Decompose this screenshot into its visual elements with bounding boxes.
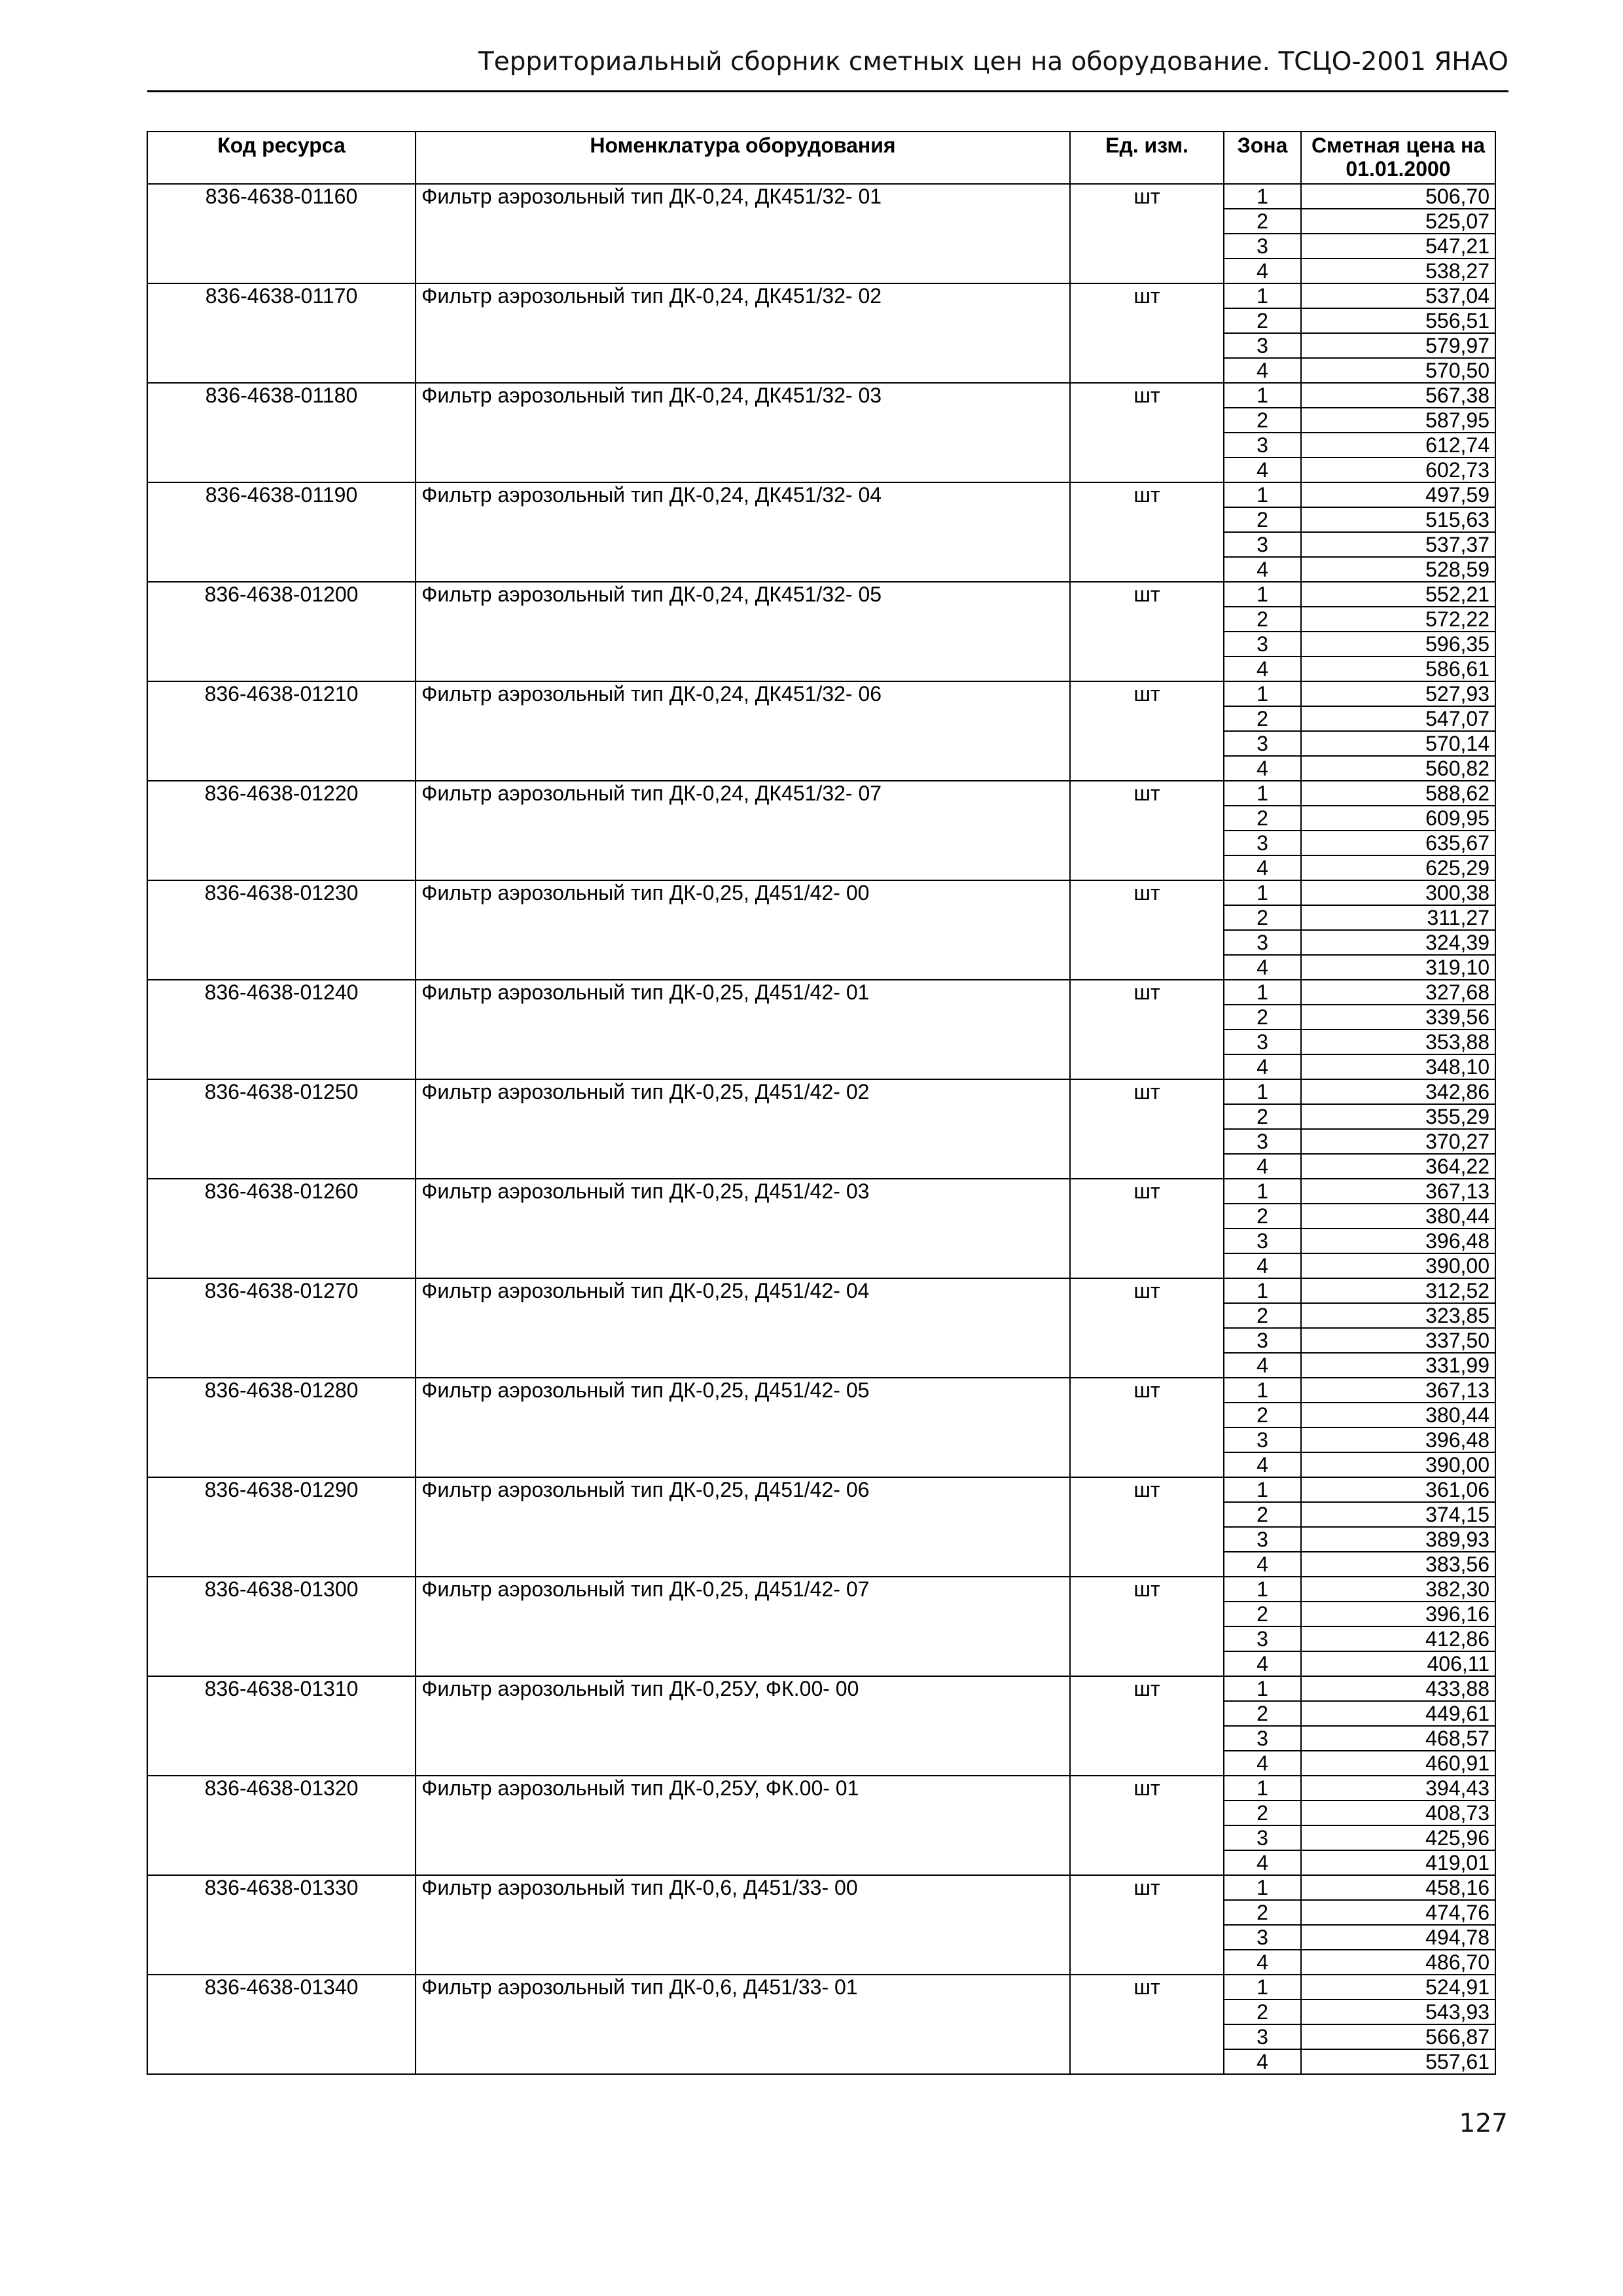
- zone-cell: 3: [1224, 1229, 1301, 1253]
- table-row: [147, 1776, 1495, 1801]
- price-cell: 625,29: [1301, 855, 1495, 880]
- resource-code-cell: 836-4638-01230: [147, 880, 416, 980]
- table-row: [147, 1577, 1495, 1602]
- zone-cell: 1: [1224, 1875, 1301, 1900]
- zone-cell: 3: [1224, 1030, 1301, 1054]
- resource-code-cell: 836-4638-01340: [147, 1975, 416, 2074]
- unit-cell: шт: [1070, 582, 1224, 681]
- zone-cell: 4: [1224, 1651, 1301, 1676]
- zone-cell: 3: [1224, 1427, 1301, 1452]
- zone-cell: 1: [1224, 482, 1301, 507]
- table-row: [147, 1676, 1495, 1701]
- unit-cell: шт: [1070, 383, 1224, 482]
- price-cell: 419,01: [1301, 1850, 1495, 1875]
- price-cell: 396,48: [1301, 1427, 1495, 1452]
- price-cell: 560,82: [1301, 756, 1495, 781]
- zone-cell: 3: [1224, 1527, 1301, 1552]
- price-cell: 468,57: [1301, 1726, 1495, 1751]
- zone-cell: 4: [1224, 557, 1301, 582]
- price-cell: 527,93: [1301, 681, 1495, 706]
- zone-cell: 3: [1224, 433, 1301, 457]
- equipment-name-cell: Фильтр аэрозольный тип ДК-0,25У, ФК.00- 00: [416, 1676, 1070, 1776]
- zone-cell: 1: [1224, 1477, 1301, 1502]
- price-cell: 323,85: [1301, 1303, 1495, 1328]
- resource-code-cell: 836-4638-01310: [147, 1676, 416, 1776]
- unit-cell: шт: [1070, 1676, 1224, 1776]
- resource-code-cell: 836-4638-01170: [147, 283, 416, 383]
- zone-cell: 3: [1224, 1726, 1301, 1751]
- column-header-unit: Ед. изм.: [1070, 132, 1224, 184]
- price-cell: 612,74: [1301, 433, 1495, 457]
- unit-cell: шт: [1070, 1079, 1224, 1179]
- zone-cell: 2: [1224, 408, 1301, 433]
- unit-cell: шт: [1070, 1378, 1224, 1477]
- table-row: [147, 1378, 1495, 1403]
- price-cell: 557,61: [1301, 2049, 1495, 2074]
- zone-cell: 2: [1224, 507, 1301, 532]
- price-cell: 552,21: [1301, 582, 1495, 607]
- unit-cell: шт: [1070, 980, 1224, 1079]
- resource-code-cell: 836-4638-01260: [147, 1179, 416, 1278]
- price-cell: 319,10: [1301, 955, 1495, 980]
- price-cell: 380,44: [1301, 1204, 1495, 1229]
- table-row: [147, 980, 1495, 1005]
- resource-code-cell: 836-4638-01300: [147, 1577, 416, 1676]
- column-header-zone: Зона: [1224, 132, 1301, 184]
- price-cell: 353,88: [1301, 1030, 1495, 1054]
- zone-cell: 3: [1224, 1626, 1301, 1651]
- unit-cell: шт: [1070, 1875, 1224, 1975]
- price-cell: 570,14: [1301, 731, 1495, 756]
- table-row: [147, 1975, 1495, 2000]
- price-cell: 543,93: [1301, 2000, 1495, 2024]
- zone-cell: 2: [1224, 1900, 1301, 1925]
- resource-code-cell: 836-4638-01200: [147, 582, 416, 681]
- price-cell: 556,51: [1301, 308, 1495, 333]
- equipment-name-cell: Фильтр аэрозольный тип ДК-0,24, ДК451/32- 06: [416, 681, 1070, 781]
- zone-cell: 4: [1224, 457, 1301, 482]
- zone-cell: 2: [1224, 1204, 1301, 1229]
- equipment-name-cell: Фильтр аэрозольный тип ДК-0,25, Д451/42- 03: [416, 1179, 1070, 1278]
- equipment-name-cell: Фильтр аэрозольный тип ДК-0,25, Д451/42- 02: [416, 1079, 1070, 1179]
- page-number: 127: [1459, 2109, 1508, 2138]
- zone-cell: 4: [1224, 1154, 1301, 1179]
- table-row: [147, 1875, 1495, 1900]
- table-row: [147, 283, 1495, 308]
- zone-cell: 1: [1224, 1079, 1301, 1104]
- zone-cell: 3: [1224, 2024, 1301, 2049]
- price-cell: 537,04: [1301, 283, 1495, 308]
- equipment-name-cell: Фильтр аэрозольный тип ДК-0,24, ДК451/32- 04: [416, 482, 1070, 582]
- price-cell: 458,16: [1301, 1875, 1495, 1900]
- page-title: Территориальный сборник сметных цен на оборудование. ТСЦО-2001 ЯНАО: [478, 47, 1508, 77]
- zone-cell: 1: [1224, 283, 1301, 308]
- table-row: [147, 582, 1495, 607]
- price-cell: 547,21: [1301, 234, 1495, 259]
- equipment-name-cell: Фильтр аэрозольный тип ДК-0,25, Д451/42- 05: [416, 1378, 1070, 1477]
- zone-cell: 1: [1224, 781, 1301, 806]
- column-header-name: Номенклатура оборудования: [416, 132, 1070, 184]
- equipment-name-cell: Фильтр аэрозольный тип ДК-0,25У, ФК.00- 01: [416, 1776, 1070, 1875]
- price-cell: 364,22: [1301, 1154, 1495, 1179]
- equipment-name-cell: Фильтр аэрозольный тип ДК-0,24, ДК451/32- 05: [416, 582, 1070, 681]
- price-cell: 396,16: [1301, 1602, 1495, 1626]
- price-cell: 524,91: [1301, 1975, 1495, 2000]
- price-cell: 361,06: [1301, 1477, 1495, 1502]
- equipment-name-cell: Фильтр аэрозольный тип ДК-0,25, Д451/42- 07: [416, 1577, 1070, 1676]
- unit-cell: шт: [1070, 781, 1224, 880]
- zone-cell: 3: [1224, 1129, 1301, 1154]
- price-cell: 515,63: [1301, 507, 1495, 532]
- price-cell: 433,88: [1301, 1676, 1495, 1701]
- unit-cell: шт: [1070, 1179, 1224, 1278]
- table-row: [147, 781, 1495, 806]
- price-cell: 602,73: [1301, 457, 1495, 482]
- equipment-name-cell: Фильтр аэрозольный тип ДК-0,25, Д451/42- 01: [416, 980, 1070, 1079]
- price-cell: 331,99: [1301, 1353, 1495, 1378]
- price-cell: 570,50: [1301, 358, 1495, 383]
- price-cell: 324,39: [1301, 930, 1495, 955]
- price-cell: 596,35: [1301, 632, 1495, 656]
- equipment-name-cell: Фильтр аэрозольный тип ДК-0,24, ДК451/32- 01: [416, 184, 1070, 283]
- zone-cell: 4: [1224, 1253, 1301, 1278]
- price-cell: 348,10: [1301, 1054, 1495, 1079]
- zone-cell: 1: [1224, 582, 1301, 607]
- unit-cell: шт: [1070, 1278, 1224, 1378]
- zone-cell: 2: [1224, 806, 1301, 831]
- price-cell: 312,52: [1301, 1278, 1495, 1303]
- table-row: [147, 880, 1495, 905]
- zone-cell: 1: [1224, 1278, 1301, 1303]
- price-cell: 342,86: [1301, 1079, 1495, 1104]
- zone-cell: 3: [1224, 831, 1301, 855]
- price-cell: 355,29: [1301, 1104, 1495, 1129]
- equipment-name-cell: Фильтр аэрозольный тип ДК-0,24, ДК451/32- 03: [416, 383, 1070, 482]
- price-cell: 587,95: [1301, 408, 1495, 433]
- zone-cell: 1: [1224, 1577, 1301, 1602]
- price-cell: 474,76: [1301, 1900, 1495, 1925]
- price-cell: 425,96: [1301, 1825, 1495, 1850]
- zone-cell: 2: [1224, 1801, 1301, 1825]
- table-row: [147, 1079, 1495, 1104]
- price-cell: 566,87: [1301, 2024, 1495, 2049]
- price-cell: 486,70: [1301, 1950, 1495, 1975]
- price-cell: 339,56: [1301, 1005, 1495, 1030]
- table-row: [147, 482, 1495, 507]
- zone-cell: 2: [1224, 607, 1301, 632]
- price-cell: 380,44: [1301, 1403, 1495, 1427]
- zone-cell: 4: [1224, 1552, 1301, 1577]
- zone-cell: 4: [1224, 756, 1301, 781]
- table-row: [147, 184, 1495, 209]
- resource-code-cell: 836-4638-01270: [147, 1278, 416, 1378]
- price-cell: 337,50: [1301, 1328, 1495, 1353]
- price-cell: 572,22: [1301, 607, 1495, 632]
- unit-cell: шт: [1070, 283, 1224, 383]
- zone-cell: 4: [1224, 855, 1301, 880]
- resource-code-cell: 836-4638-01220: [147, 781, 416, 880]
- resource-code-cell: 836-4638-01290: [147, 1477, 416, 1577]
- zone-cell: 1: [1224, 1975, 1301, 2000]
- price-cell: 449,61: [1301, 1701, 1495, 1726]
- zone-cell: 2: [1224, 209, 1301, 234]
- price-cell: 588,62: [1301, 781, 1495, 806]
- price-cell: 525,07: [1301, 209, 1495, 234]
- price-cell: 390,00: [1301, 1253, 1495, 1278]
- zone-cell: 4: [1224, 1452, 1301, 1477]
- zone-cell: 1: [1224, 980, 1301, 1005]
- zone-cell: 3: [1224, 731, 1301, 756]
- resource-code-cell: 836-4638-01240: [147, 980, 416, 1079]
- resource-code-cell: 836-4638-01180: [147, 383, 416, 482]
- zone-cell: 3: [1224, 234, 1301, 259]
- zone-cell: 2: [1224, 706, 1301, 731]
- zone-cell: 2: [1224, 1303, 1301, 1328]
- zone-cell: 4: [1224, 358, 1301, 383]
- table-row: [147, 1278, 1495, 1303]
- unit-cell: шт: [1070, 184, 1224, 283]
- zone-cell: 4: [1224, 1950, 1301, 1975]
- price-cell: 537,37: [1301, 532, 1495, 557]
- table-row: [147, 681, 1495, 706]
- table-row: [147, 1179, 1495, 1204]
- price-cell: 547,07: [1301, 706, 1495, 731]
- equipment-name-cell: Фильтр аэрозольный тип ДК-0,6, Д451/33- 01: [416, 1975, 1070, 2074]
- zone-cell: 1: [1224, 1776, 1301, 1801]
- zone-cell: 4: [1224, 1353, 1301, 1378]
- price-cell: 538,27: [1301, 259, 1495, 283]
- table-header-row: [147, 132, 1495, 184]
- resource-code-cell: 836-4638-01190: [147, 482, 416, 582]
- zone-cell: 3: [1224, 1825, 1301, 1850]
- price-cell: 394,43: [1301, 1776, 1495, 1801]
- price-cell: 390,00: [1301, 1452, 1495, 1477]
- zone-cell: 3: [1224, 930, 1301, 955]
- zone-cell: 3: [1224, 532, 1301, 557]
- zone-cell: 2: [1224, 1403, 1301, 1427]
- table-body: [147, 184, 1495, 2074]
- price-cell: 412,86: [1301, 1626, 1495, 1651]
- column-header-price: Сметная цена на 01.01.2000: [1301, 132, 1495, 184]
- zone-cell: 3: [1224, 1925, 1301, 1950]
- zone-cell: 4: [1224, 259, 1301, 283]
- resource-code-cell: 836-4638-01280: [147, 1378, 416, 1477]
- equipment-name-cell: Фильтр аэрозольный тип ДК-0,25, Д451/42- 06: [416, 1477, 1070, 1577]
- price-cell: 389,93: [1301, 1527, 1495, 1552]
- table-row: [147, 1477, 1495, 1502]
- zone-cell: 4: [1224, 656, 1301, 681]
- resource-code-cell: 836-4638-01330: [147, 1875, 416, 1975]
- zone-cell: 2: [1224, 1104, 1301, 1129]
- price-cell: 635,67: [1301, 831, 1495, 855]
- zone-cell: 2: [1224, 2000, 1301, 2024]
- price-cell: 506,70: [1301, 184, 1495, 209]
- resource-code-cell: 836-4638-01250: [147, 1079, 416, 1179]
- zone-cell: 3: [1224, 632, 1301, 656]
- unit-cell: шт: [1070, 1975, 1224, 2074]
- table-row: [147, 383, 1495, 408]
- zone-cell: 2: [1224, 1502, 1301, 1527]
- zone-cell: 1: [1224, 1676, 1301, 1701]
- price-cell: 300,38: [1301, 880, 1495, 905]
- price-cell: 374,15: [1301, 1502, 1495, 1527]
- price-cell: 327,68: [1301, 980, 1495, 1005]
- zone-cell: 4: [1224, 955, 1301, 980]
- unit-cell: шт: [1070, 482, 1224, 582]
- resource-code-cell: 836-4638-01210: [147, 681, 416, 781]
- price-cell: 382,30: [1301, 1577, 1495, 1602]
- zone-cell: 3: [1224, 333, 1301, 358]
- price-cell: 586,61: [1301, 656, 1495, 681]
- price-cell: 497,59: [1301, 482, 1495, 507]
- resource-code-cell: 836-4638-01160: [147, 184, 416, 283]
- price-cell: 383,56: [1301, 1552, 1495, 1577]
- price-cell: 406,11: [1301, 1651, 1495, 1676]
- price-cell: 528,59: [1301, 557, 1495, 582]
- zone-cell: 1: [1224, 383, 1301, 408]
- price-cell: 367,13: [1301, 1179, 1495, 1204]
- resource-code-cell: 836-4638-01320: [147, 1776, 416, 1875]
- zone-cell: 2: [1224, 308, 1301, 333]
- unit-cell: шт: [1070, 1477, 1224, 1577]
- zone-cell: 2: [1224, 1602, 1301, 1626]
- price-cell: 494,78: [1301, 1925, 1495, 1950]
- unit-cell: шт: [1070, 1776, 1224, 1875]
- price-cell: 579,97: [1301, 333, 1495, 358]
- zone-cell: 2: [1224, 905, 1301, 930]
- equipment-name-cell: Фильтр аэрозольный тип ДК-0,24, ДК451/32- 02: [416, 283, 1070, 383]
- zone-cell: 4: [1224, 2049, 1301, 2074]
- price-cell: 311,27: [1301, 905, 1495, 930]
- price-cell: 567,38: [1301, 383, 1495, 408]
- unit-cell: шт: [1070, 681, 1224, 781]
- price-cell: 367,13: [1301, 1378, 1495, 1403]
- equipment-name-cell: Фильтр аэрозольный тип ДК-0,25, Д451/42- 04: [416, 1278, 1070, 1378]
- equipment-name-cell: Фильтр аэрозольный тип ДК-0,24, ДК451/32- 07: [416, 781, 1070, 880]
- zone-cell: 4: [1224, 1850, 1301, 1875]
- page-header: [147, 46, 1508, 92]
- zone-cell: 4: [1224, 1054, 1301, 1079]
- unit-cell: шт: [1070, 1577, 1224, 1676]
- unit-cell: шт: [1070, 880, 1224, 980]
- price-table: [147, 131, 1496, 2075]
- zone-cell: 3: [1224, 1328, 1301, 1353]
- zone-cell: 1: [1224, 880, 1301, 905]
- equipment-name-cell: Фильтр аэрозольный тип ДК-0,25, Д451/42- 00: [416, 880, 1070, 980]
- equipment-name-cell: Фильтр аэрозольный тип ДК-0,6, Д451/33- 00: [416, 1875, 1070, 1975]
- zone-cell: 4: [1224, 1751, 1301, 1776]
- price-cell: 609,95: [1301, 806, 1495, 831]
- zone-cell: 1: [1224, 1179, 1301, 1204]
- zone-cell: 2: [1224, 1701, 1301, 1726]
- zone-cell: 1: [1224, 681, 1301, 706]
- column-header-code: Код ресурса: [147, 132, 416, 184]
- price-cell: 370,27: [1301, 1129, 1495, 1154]
- price-cell: 408,73: [1301, 1801, 1495, 1825]
- zone-cell: 1: [1224, 184, 1301, 209]
- price-cell: 460,91: [1301, 1751, 1495, 1776]
- price-cell: 396,48: [1301, 1229, 1495, 1253]
- zone-cell: 1: [1224, 1378, 1301, 1403]
- zone-cell: 2: [1224, 1005, 1301, 1030]
